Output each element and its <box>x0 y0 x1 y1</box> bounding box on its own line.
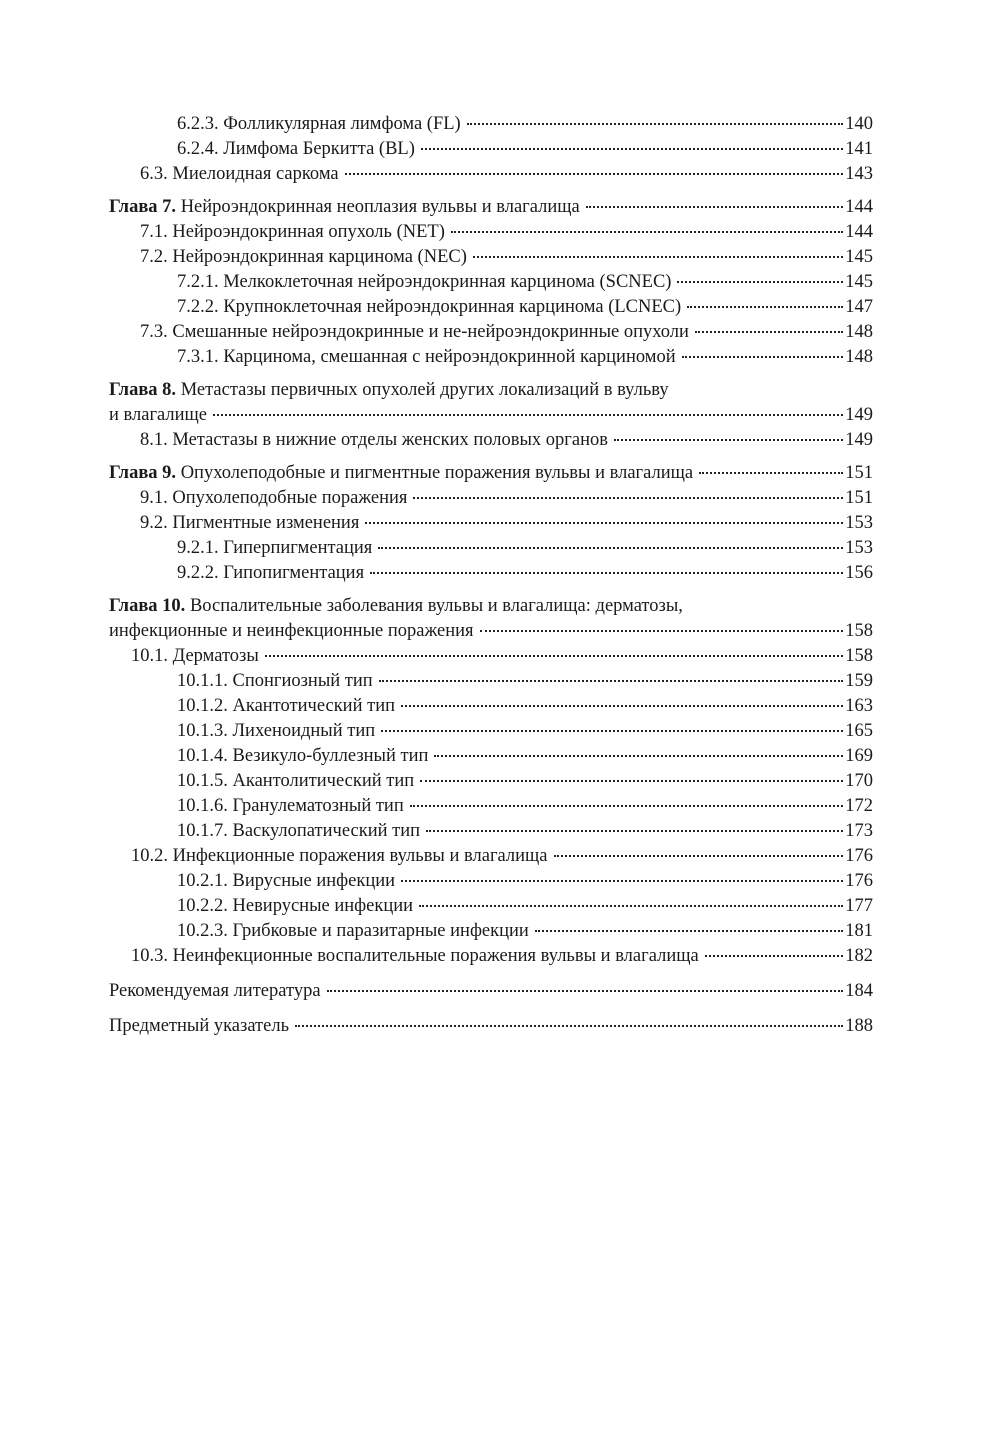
entry-number: 6.3. <box>140 164 168 184</box>
toc-chapter-8-line2 <box>109 403 873 428</box>
dot-leader <box>426 830 843 832</box>
toc-entry-7-3-1 <box>109 345 873 370</box>
entry-title: Мелкоклеточная нейроэндокринная карцинома (SCNEC) <box>223 272 672 292</box>
entry-page: 177 <box>845 896 873 916</box>
entry-page: 151 <box>845 488 873 508</box>
entry-page: 181 <box>845 921 873 941</box>
entry-page: 182 <box>845 946 873 966</box>
entry-page: 184 <box>845 981 873 1001</box>
toc-entry-10-2 <box>109 844 873 869</box>
entry-page: 153 <box>845 513 873 533</box>
toc-entry-8-1 <box>109 428 873 453</box>
toc-entry-9-2 <box>109 511 873 536</box>
toc-entry-10-1-4 <box>109 744 873 769</box>
entry-title: Гипопигментация <box>223 563 365 583</box>
entry-number: 9.2. <box>140 513 168 533</box>
entry-title: Гранулематозный тип <box>232 796 404 816</box>
entry-title: Акантолитический тип <box>232 771 415 791</box>
entry-title: Опухолеподобные поражения <box>172 488 408 508</box>
entry-number: 7.2.1. <box>177 272 219 292</box>
entry-title-continued: инфекционные и неинфекционные поражения <box>109 621 474 641</box>
entry-number: 10.1.2. <box>177 696 228 716</box>
toc-entry-7-1 <box>109 220 873 245</box>
dot-leader <box>705 955 844 957</box>
dot-leader <box>473 256 843 258</box>
entry-page: 140 <box>845 114 873 134</box>
dot-leader <box>695 331 843 333</box>
entry-number: 9.2.1. <box>177 538 219 558</box>
dot-leader <box>410 805 844 807</box>
entry-page: 173 <box>845 821 873 841</box>
toc-entry-6-3 <box>109 162 873 187</box>
entry-title: Метастазы в нижние отделы женских половых органов <box>172 430 608 450</box>
dot-leader <box>401 880 843 882</box>
entry-number: 10.1.6. <box>177 796 228 816</box>
toc-entry-10-3 <box>109 944 873 969</box>
dot-leader <box>421 148 843 150</box>
dot-leader <box>381 730 843 732</box>
entry-number: 10.2. <box>131 846 168 866</box>
chapter-number: Глава 8. <box>109 380 177 400</box>
entry-title: Пигментные изменения <box>172 513 360 533</box>
entry-number: 10.1.7. <box>177 821 228 841</box>
toc-chapter-10-line2 <box>109 619 873 644</box>
toc-entry-6-2-4 <box>109 137 873 162</box>
entry-page: 145 <box>845 272 873 292</box>
entry-title: Нейроэндокринная опухоль (NET) <box>172 222 445 242</box>
dot-leader <box>413 497 843 499</box>
entry-number: 7.1. <box>140 222 168 242</box>
entry-number: 7.3. <box>140 322 168 342</box>
entry-title: Рекомендуемая литература <box>109 981 321 1001</box>
entry-title: Карцинома, смешанная с нейроэндокринной карциномой <box>223 347 676 367</box>
entry-page: 145 <box>845 247 873 267</box>
toc-subject-index <box>109 1014 873 1039</box>
dot-leader <box>554 855 844 857</box>
dot-leader <box>419 905 843 907</box>
dot-leader <box>451 231 843 233</box>
toc-entry-7-2-1 <box>109 270 873 295</box>
entry-page: 159 <box>845 671 873 691</box>
toc-entry-10-1-2 <box>109 694 873 719</box>
entry-title: Спонгиозный тип <box>232 671 373 691</box>
toc-entry-10-2-3 <box>109 919 873 944</box>
entry-number: 8.1. <box>140 430 168 450</box>
toc-entry-7-3 <box>109 320 873 345</box>
entry-page: 188 <box>845 1016 873 1036</box>
entry-title: Крупноклеточная нейроэндокринная карцинома (LCNEC) <box>223 297 682 317</box>
entry-number: 10.1.5. <box>177 771 228 791</box>
toc-chapter-8-line1 <box>109 378 873 403</box>
dot-leader <box>480 630 844 632</box>
toc-entry-9-2-2 <box>109 561 873 586</box>
dot-leader <box>677 281 843 283</box>
toc-entry-10-1-7 <box>109 819 873 844</box>
dot-leader <box>420 780 843 782</box>
entry-title: Нейроэндокринная карцинома (NEC) <box>172 247 467 267</box>
entry-number: 7.3.1. <box>177 347 219 367</box>
entry-page: 153 <box>845 538 873 558</box>
entry-title: Опухолеподобные и пигментные поражения вульвы и влагалища <box>180 463 694 483</box>
dot-leader <box>345 173 844 175</box>
entry-number: 10.3. <box>131 946 168 966</box>
entry-number: 6.2.4. <box>177 139 219 159</box>
entry-number: 7.2.2. <box>177 297 219 317</box>
entry-title: Смешанные нейроэндокринные и не-нейроэндокринные опухоли <box>172 322 689 342</box>
chapter-number: Глава 9. <box>109 463 177 483</box>
toc-chapter-10-line1 <box>109 594 873 619</box>
entry-number: 6.2.3. <box>177 114 219 134</box>
entry-page: 163 <box>845 696 873 716</box>
dot-leader <box>379 680 844 682</box>
toc-entry-7-2-2 <box>109 295 873 320</box>
entry-page: 176 <box>845 871 873 891</box>
dot-leader <box>699 472 843 474</box>
entry-number: 9.1. <box>140 488 168 508</box>
entry-number: 10.2.2. <box>177 896 228 916</box>
entry-page: 144 <box>845 197 873 217</box>
dot-leader <box>614 439 843 441</box>
dot-leader <box>586 206 844 208</box>
toc-chapter-7 <box>109 195 873 220</box>
entry-page: 165 <box>845 721 873 741</box>
entry-page: 172 <box>845 796 873 816</box>
dot-leader <box>370 572 843 574</box>
entry-page: 141 <box>845 139 873 159</box>
entry-page: 149 <box>845 405 873 425</box>
entry-title-continued: и влагалище <box>109 405 208 425</box>
dot-leader <box>378 547 843 549</box>
toc-entry-10-1-5 <box>109 769 873 794</box>
chapter-number: Глава 10. <box>109 596 186 616</box>
dot-leader <box>327 990 844 992</box>
chapter-number: Глава 7. <box>109 197 177 217</box>
entry-page: 147 <box>845 297 873 317</box>
entry-title: Невирусные инфекции <box>232 896 414 916</box>
entry-page: 158 <box>845 646 873 666</box>
entry-title: Метастазы первичных опухолей других локализаций в вульву <box>180 380 669 400</box>
entry-page: 176 <box>845 846 873 866</box>
entry-page: 170 <box>845 771 873 791</box>
entry-page: 158 <box>845 621 873 641</box>
dot-leader <box>467 123 844 125</box>
dot-leader <box>365 522 843 524</box>
entry-title: Миелоидная саркома <box>172 164 339 184</box>
entry-title: Дерматозы <box>172 646 259 666</box>
dot-leader <box>295 1025 843 1027</box>
entry-title: Инфекционные поражения вульвы и влагалища <box>172 846 548 866</box>
dot-leader <box>687 306 843 308</box>
toc-chapter-9 <box>109 461 873 486</box>
entry-title: Фолликулярная лимфома (FL) <box>223 114 461 134</box>
entry-page: 149 <box>845 430 873 450</box>
entry-title: Грибковые и паразитарные инфекции <box>232 921 529 941</box>
dot-leader <box>535 930 843 932</box>
toc-recommended-literature <box>109 979 873 1004</box>
toc-entry-9-1 <box>109 486 873 511</box>
toc-entry-10-1-3 <box>109 719 873 744</box>
entry-title: Нейроэндокринная неоплазия вульвы и влагалища <box>180 197 580 217</box>
entry-page: 148 <box>845 322 873 342</box>
entry-title: Воспалительные заболевания вульвы и влагалища: дерматозы, <box>189 596 683 616</box>
entry-title: Предметный указатель <box>109 1016 290 1036</box>
entry-page: 144 <box>845 222 873 242</box>
entry-page: 151 <box>845 463 873 483</box>
toc-entry-10-2-2 <box>109 894 873 919</box>
entry-number: 9.2.2. <box>177 563 219 583</box>
entry-number: 10.2.1. <box>177 871 228 891</box>
toc-entry-10-1-6 <box>109 794 873 819</box>
entry-page: 169 <box>845 746 873 766</box>
entry-page: 148 <box>845 347 873 367</box>
toc-entry-10-1-1 <box>109 669 873 694</box>
entry-number: 10.1.4. <box>177 746 228 766</box>
entry-number: 10.1.1. <box>177 671 228 691</box>
table-of-contents <box>109 112 873 1039</box>
dot-leader <box>434 755 843 757</box>
entry-title: Неинфекционные воспалительные поражения вульвы и влагалища <box>172 946 699 966</box>
dot-leader <box>401 705 843 707</box>
entry-title: Васкулопатический тип <box>232 821 421 841</box>
entry-page: 156 <box>845 563 873 583</box>
toc-entry-10-2-1 <box>109 869 873 894</box>
entry-title: Лимфома Беркитта (BL) <box>223 139 415 159</box>
dot-leader <box>265 655 843 657</box>
entry-page: 143 <box>845 164 873 184</box>
toc-entry-9-2-1 <box>109 536 873 561</box>
toc-entry-10-1 <box>109 644 873 669</box>
toc-entry-6-2-3 <box>109 112 873 137</box>
entry-number: 10.1.3. <box>177 721 228 741</box>
entry-number: 10.1. <box>131 646 168 666</box>
entry-number: 7.2. <box>140 247 168 267</box>
dot-leader <box>213 414 843 416</box>
dot-leader <box>682 356 844 358</box>
entry-title: Акантотический тип <box>232 696 395 716</box>
entry-title: Гиперпигментация <box>223 538 373 558</box>
entry-title: Вирусные инфекции <box>232 871 396 891</box>
entry-title: Везикуло-буллезный тип <box>232 746 429 766</box>
entry-number: 10.2.3. <box>177 921 228 941</box>
toc-entry-7-2 <box>109 245 873 270</box>
entry-title: Лихеноидный тип <box>232 721 376 741</box>
